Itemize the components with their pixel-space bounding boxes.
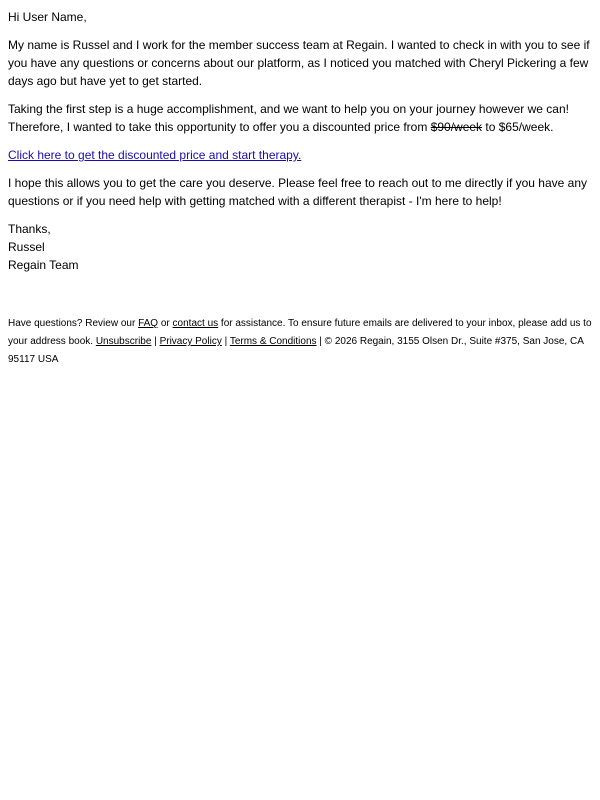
greeting: Hi User Name,: [8, 10, 87, 24]
footer-separator: |: [151, 336, 160, 347]
email-footer: [8, 315, 592, 369]
paragraph-intro: My name is Russel and I work for the member success team at Regain. I wanted to check in with you to see if you have any questions or concerns about our platform, as I noticed you matched with Cheryl Pickering a few days ago but have yet to get started.: [8, 38, 590, 88]
new-price: $65/week.: [498, 120, 554, 134]
footer-text: Have questions? Review our: [8, 318, 139, 329]
signoff-text: Thanks,: [8, 222, 51, 236]
footer-text: for assistance. To ensure future emails are delivered to your inbox, please add us to your address book.: [8, 318, 592, 347]
cta-paragraph: [8, 146, 592, 164]
unsubscribe-link[interactable]: Unsubscribe: [95, 336, 152, 347]
contact-us-link[interactable]: contact us: [172, 318, 219, 329]
paragraph-help: I hope this allows you to get the care you deserve. Please feel free to reach out to me directly if you have any questions or if you need help with getting matched with a different therapist - I'm here to help!: [8, 176, 587, 208]
offer-text-mid: to: [482, 120, 499, 134]
faq-link[interactable]: FAQ: [138, 318, 159, 329]
footer-separator: |: [221, 336, 230, 347]
email-body: [8, 8, 592, 274]
sender-name: Russel: [8, 240, 45, 254]
privacy-policy-link[interactable]: Privacy Policy: [159, 336, 222, 347]
signature: [8, 220, 592, 274]
sender-team: Regain Team: [8, 258, 79, 272]
footer-text: or: [158, 318, 173, 329]
footer-copyright: | © 2026 Regain, 3155 Olsen Dr., Suite #375, San Jose, CA 95117 USA: [8, 336, 584, 365]
email-container: [0, 0, 600, 369]
offer-text: Taking the first step is a huge accomplishment, and we want to help you on your journey however we can! Therefore, I wanted to take this opportunity to offer you a discounted price from: [8, 102, 569, 134]
terms-conditions-link[interactable]: Terms & Conditions: [229, 336, 317, 347]
discount-cta-link[interactable]: Click here to get the discounted price and start therapy.: [8, 148, 302, 162]
paragraph-offer: [8, 100, 592, 136]
old-price: $90/week: [430, 120, 483, 134]
